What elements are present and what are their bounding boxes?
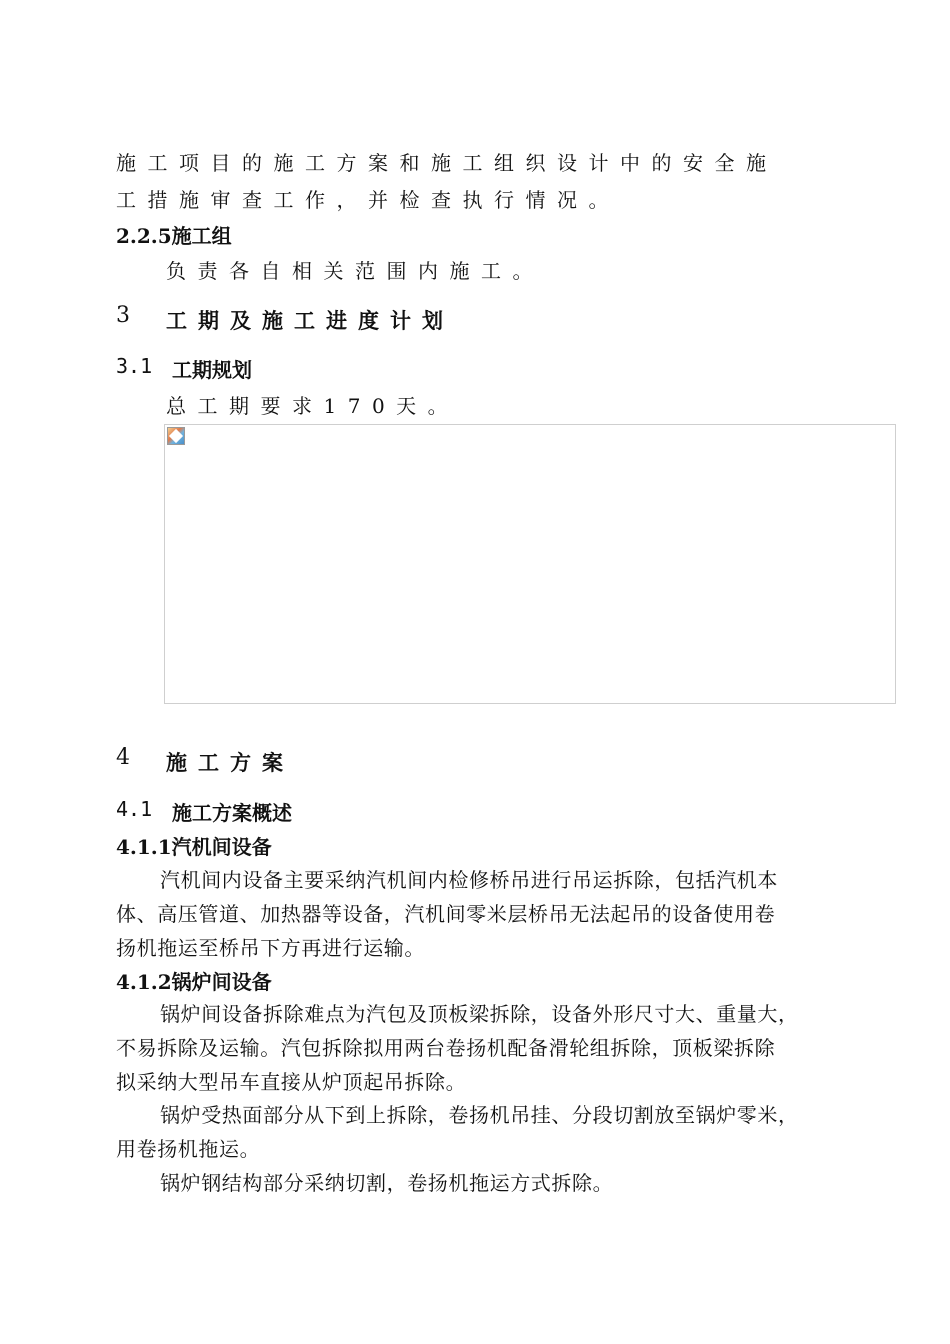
- paragraph-line: 汽机间内设备主要采纳汽机间内检修桥吊进行吊运拆除，包括汽机本: [160, 868, 778, 892]
- section-heading-4-1-1: 4.1.1汽机间设备: [116, 835, 272, 859]
- paragraph-line: 不易拆除及运输。汽包拆除拟用两台卷扬机配备滑轮组拆除，顶板梁拆除: [116, 1036, 776, 1060]
- paragraph-line: 锅炉钢结构部分采纳切割，卷扬机拖运方式拆除。: [160, 1171, 614, 1195]
- paragraph-line: 总工期要求170天。: [166, 394, 460, 418]
- paragraph-line: 用卷扬机拖运。: [116, 1137, 261, 1161]
- paragraph-line: 体、高压管道、加热器等设备，汽机间零米层桥吊无法起吊的设备使用卷: [116, 902, 776, 926]
- paragraph-line: 工措施审查工作，并检查执行情况。: [116, 188, 620, 212]
- broken-image-icon: [167, 427, 185, 445]
- paragraph-line: 锅炉受热面部分从下到上拆除，卷扬机吊挂、分段切割放至锅炉零米，: [160, 1103, 799, 1127]
- image-frame: [164, 424, 896, 704]
- paragraph-line: 扬机拖运至桥吊下方再进行运输。: [116, 936, 425, 960]
- chapter-title: 工期及施工进度计划: [166, 308, 454, 333]
- paragraph-line: 锅炉间设备拆除难点为汽包及顶板梁拆除，设备外形尺寸大、重量大，: [160, 1002, 799, 1026]
- paragraph-line: 拟采纳大型吊车直接从炉顶起吊拆除。: [116, 1070, 467, 1094]
- section-number: 3.1: [116, 354, 153, 378]
- chapter-title: 施工方案: [166, 750, 294, 775]
- section-heading-4-1-2: 4.1.2锅炉间设备: [116, 970, 272, 994]
- paragraph-line: 负责各自相关范围内施工。: [166, 259, 544, 283]
- chapter-number: 4: [116, 745, 130, 770]
- section-title: 施工方案概述: [172, 801, 292, 825]
- chapter-number: 3: [116, 303, 130, 328]
- section-number: 4.1: [116, 797, 153, 821]
- section-title: 工期规划: [172, 358, 252, 382]
- section-heading-2-2-5: 2.2.5施工组: [116, 224, 232, 248]
- paragraph-line: 施工项目的施工方案和施工组织设计中的安全施: [116, 151, 778, 175]
